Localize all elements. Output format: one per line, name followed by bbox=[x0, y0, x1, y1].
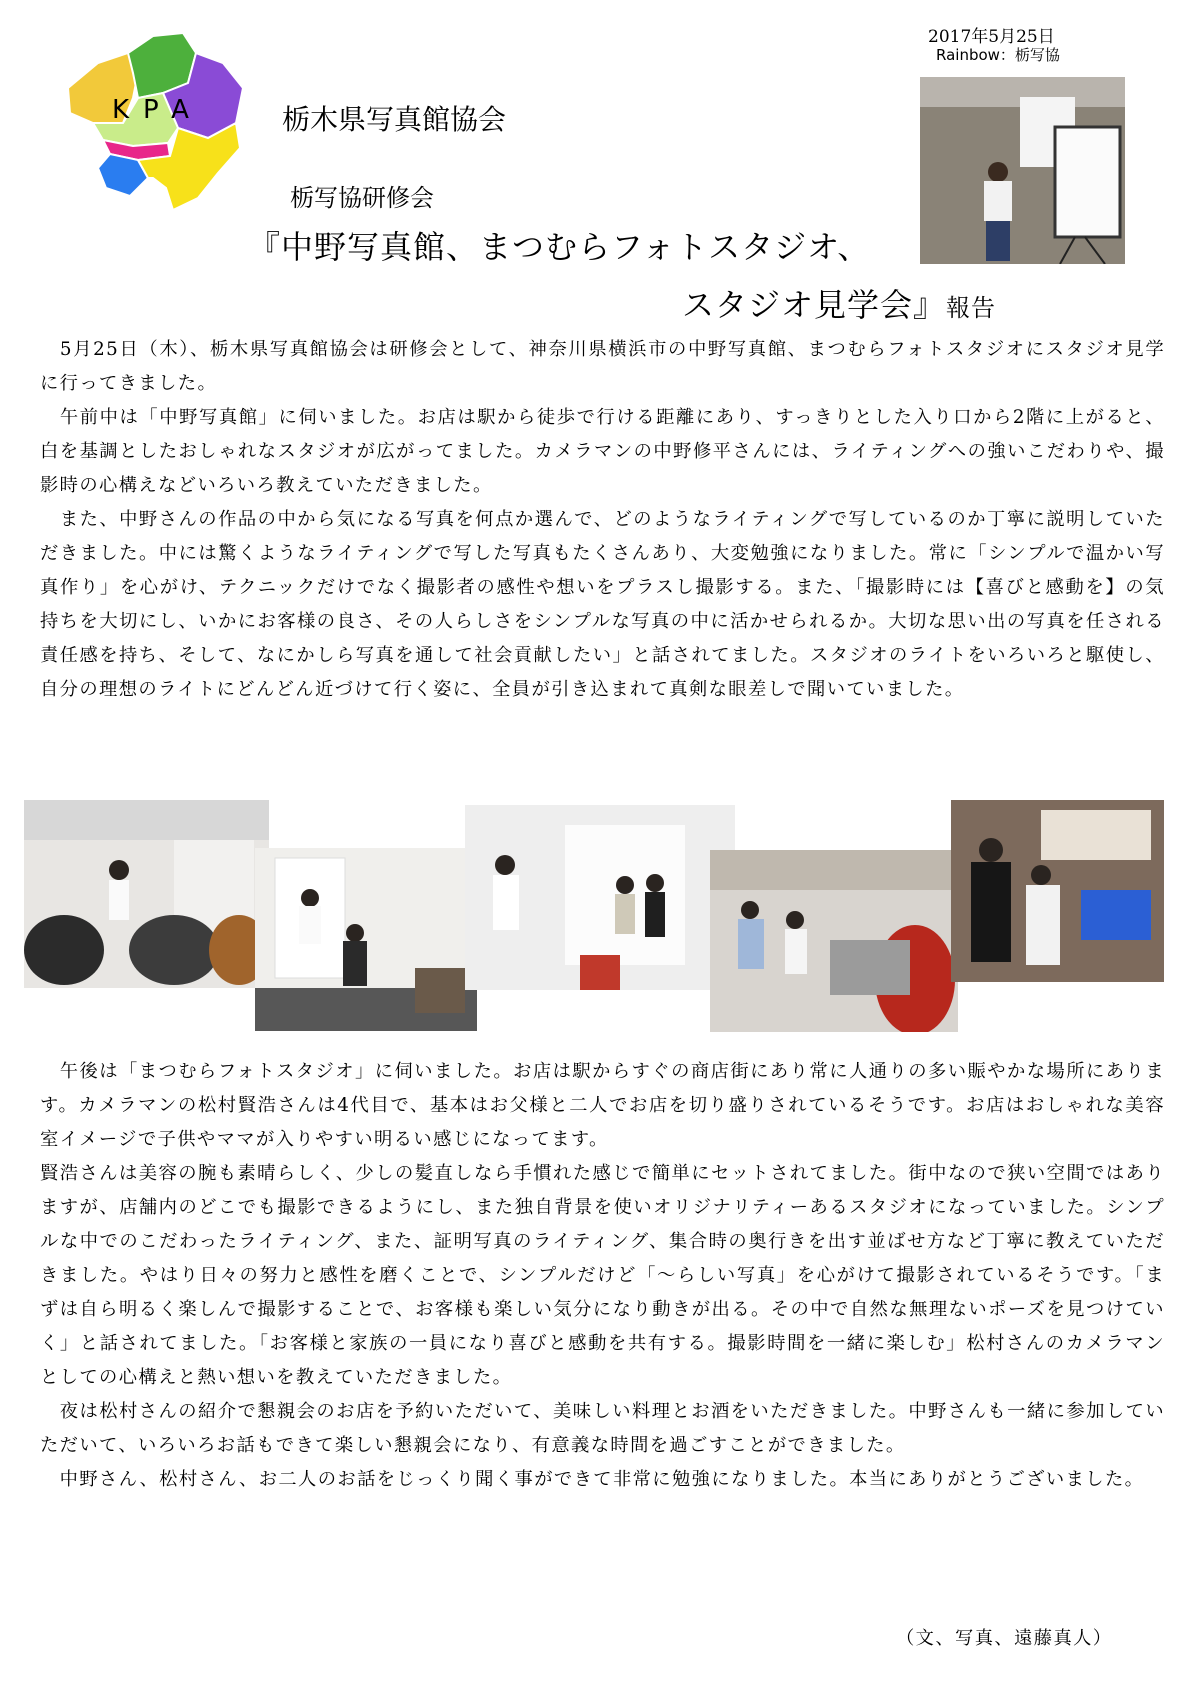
logo-text: KPA bbox=[112, 95, 203, 125]
report-title-line2 bbox=[682, 280, 996, 326]
report-body-part2 bbox=[40, 1055, 1165, 1497]
photo-presenter-softbox bbox=[920, 77, 1125, 264]
report-byline: （文、写真、遠藤真人） bbox=[896, 1628, 1113, 1649]
photo-nakano-prints-floor bbox=[255, 848, 477, 1031]
photo-matsumura-retouch-monitor bbox=[951, 800, 1164, 982]
seminar-label: 栃写協研修会 bbox=[290, 184, 434, 212]
report-body-part2-text: 午後は「まつむらフォトスタジオ」に伺いました。お店は駅からすぐの商店街にあり常に人通りの多い賑やかな場所にあります。カメラマンの松村賢浩さんは4代目で、基本はお父様と二人でお店を切り盛りされているそうです。お店はおしゃれな美容室イメージで子供やママが入りやすい明るい感じになってます。 賢浩さんは美容の腕も素晴らしく、少しの髪直しなら手慣れた感じで簡単にセットされてました。街中なので狭い空間ではありますが、店舗内のどこでも撮影できるようにし、また独自背景を使いオリジナリティーあるスタジオになっていました。シンプルな中でのこだわったライティング、また、証明写真のライティング、集合時の奥行きを出す並ばせ方など丁寧に教えていただきました。やはり日々の努力と感性を磨くことで、シンプルだけど「～らしい写真」を心がけて撮影されているそうです。「まずは自ら明るく楽しんで撮影することで、お客様も楽しい気分になり動きが出る。その中で自然な無理ないポーズを見つけていく」と話されてました。「お客様と家族の一員になり喜びと感動を共有する。撮影時間を一緒に楽しむ」松村さんのカメラマンとしての心構えと熱い想いを教えていただきました。 夜は松村さんの紹介で懇親会のお店を予約いただいて、美味しい料理とお酒をいただきました。中野さんも一緒に参加していただいて、いろいろお話もできて楽しい懇親会になり、有意義な時間を過ごすことができました。 中野さん、松村さん、お二人のお話をじっくり聞く事ができて非常に勉強になりました。本当にありがとうございました。 bbox=[40, 1061, 1165, 1490]
report-body-part1-text: 5月25日（木）、栃木県写真館協会は研修会として、神奈川県横浜市の中野写真館、まつむらフォトスタジオにスタジオ見学に行ってきました。 午前中は「中野写真館」に伺いました。お店は駅から徒歩で行ける距離にあり、すっきりとした入り口から2階に上がると、白を基調としたおしゃれなスタジオが広がってました。カメラマンの中野修平さんには、ライティングへの強いこだわりや、撮影時の心構えなどいろいろ教えていただきました。 また、中野さんの作品の中から気になる写真を何点か選んで、どのようなライティングで写しているのか丁寧に説明していただきました。中には驚くようなライティングで写した写真もたくさんあり、大変勉強になりました。常に「シンプルで温かい写真作り」を心がけ、テクニックだけでなく撮影者の感性や想いをプラスし撮影する。また、「撮影時には【喜びと感動を】の気持ちを大切にし、いかにお客様の良さ、その人らしさをシンプルな写真の中に活かせられるか。大切な思い出の写真を任される責任感を持ち、そして、なにかしら写真を通して社会貢献したい」と話されてました。スタジオのライトをいろいろと駆使し、自分の理想のライトにどんどん近づけて行く姿に、全員が引き込まれて真剣な眼差しで聞いていました。 bbox=[40, 339, 1165, 700]
org-name: 栃木県写真館協会 bbox=[282, 103, 507, 136]
report-body-part1 bbox=[40, 333, 1165, 707]
photo-nakano-studio-seminar bbox=[24, 800, 269, 988]
kpa-logo bbox=[58, 28, 263, 233]
report-title-suffix: 報告 bbox=[946, 294, 997, 322]
photo-matsumura-studio-demo bbox=[710, 850, 958, 1032]
report-title-main: スタジオ見学会』 bbox=[682, 286, 947, 324]
report-date: 2017年5月25日 bbox=[928, 27, 1055, 47]
report-title-line1: 『中野写真館、まつむらフォトスタジオ、 bbox=[248, 228, 871, 266]
photo-nakano-white-studio bbox=[465, 805, 735, 990]
newsletter-credit: Rainbow：栃写協 bbox=[936, 46, 1060, 64]
